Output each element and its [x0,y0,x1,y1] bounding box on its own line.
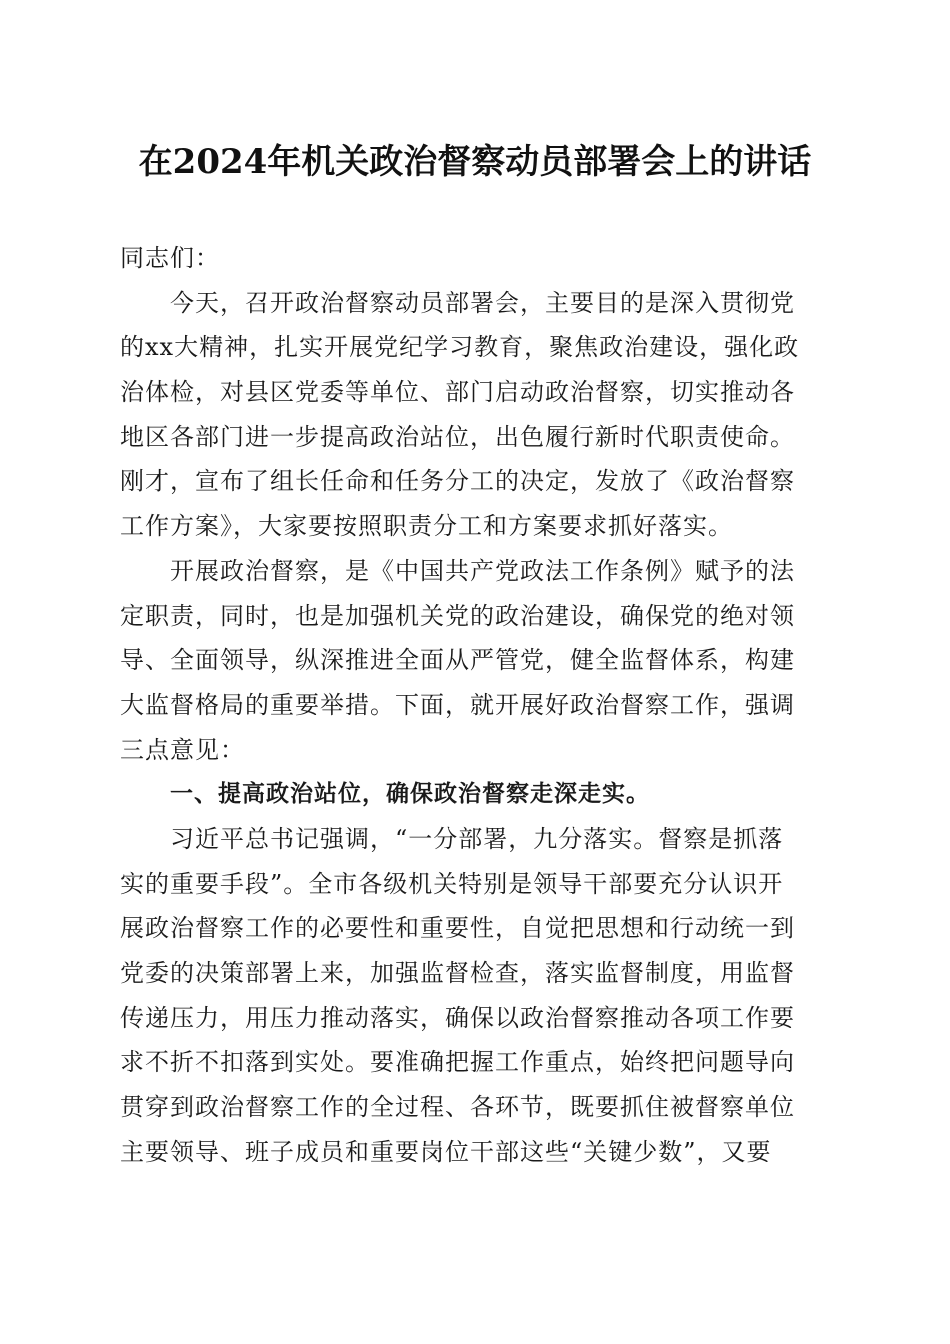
paragraph-line: 习近平总书记强调，“一分部署，九分落实。督察是抓落 [170,824,784,853]
paragraph-line: 主要领导、班子成员和重要岗位干部这些“关键少数”，又要 [120,1137,772,1166]
paragraph-line: 展政治督察工作的必要性和重要性，自觉把思想和行动统一到 [120,914,795,943]
paragraph-line: 三点意见： [120,735,245,764]
paragraph-line: 大监督格局的重要举措。下面，就开展好政治督察工作，强调 [120,690,795,719]
paragraph-line: 的xx大精神，扎实开展党纪学习教育，聚焦政治建设，强化政 [120,333,800,362]
paragraph-line: 求不折不扣落到实处。要准确把握工作重点，始终把问题导向 [120,1048,795,1077]
paragraph-line: 党委的决策部署上来，加强监督检查，落实监督制度，用监督 [120,959,795,987]
paragraph-line: 今天，召开政治督察动员部署会，主要目的是深入贯彻党 [170,288,795,317]
paragraph-line: 实的重要手段”。全市各级机关特别是领导干部要充分认识开 [120,869,784,898]
paragraph-line: 工作方案》，大家要按照职责分工和方案要求抓好落实。 [120,512,733,541]
paragraph-line: 开展政治督察，是《中国共产党政法工作条例》赋予的法 [170,556,795,585]
paragraph-line: 定职责，同时，也是加强机关党的政治建设，确保党的绝对领 [120,601,795,630]
document-title: 在2024年机关政治督察动员部署会上的讲话 [138,142,812,182]
document-body [120,236,832,1174]
salutation-line: 同志们： [120,244,220,272]
paragraph-line: 地区各部门进一步提高政治站位，出色履行新时代职责使命。 [120,422,795,451]
section-heading: 一、提高政治站位，确保政治督察走深走实。 [170,781,650,808]
paragraph-line: 刚才，宣布了组长任命和任务分工的决定，发放了《政治督察 [120,467,795,496]
paragraph-line: 导、全面领导，纵深推进全面从严管党，健全监督体系，构建 [120,646,795,675]
paragraph-line: 贯穿到政治督察工作的全过程、各环节，既要抓住被督察单位 [120,1093,795,1122]
paragraph-line: 治体检，对县区党委等单位、部门启动政治督察，切实推动各 [120,378,795,407]
paragraph-line: 传递压力，用压力推动落实，确保以政治督察推动各项工作要 [120,1003,795,1032]
